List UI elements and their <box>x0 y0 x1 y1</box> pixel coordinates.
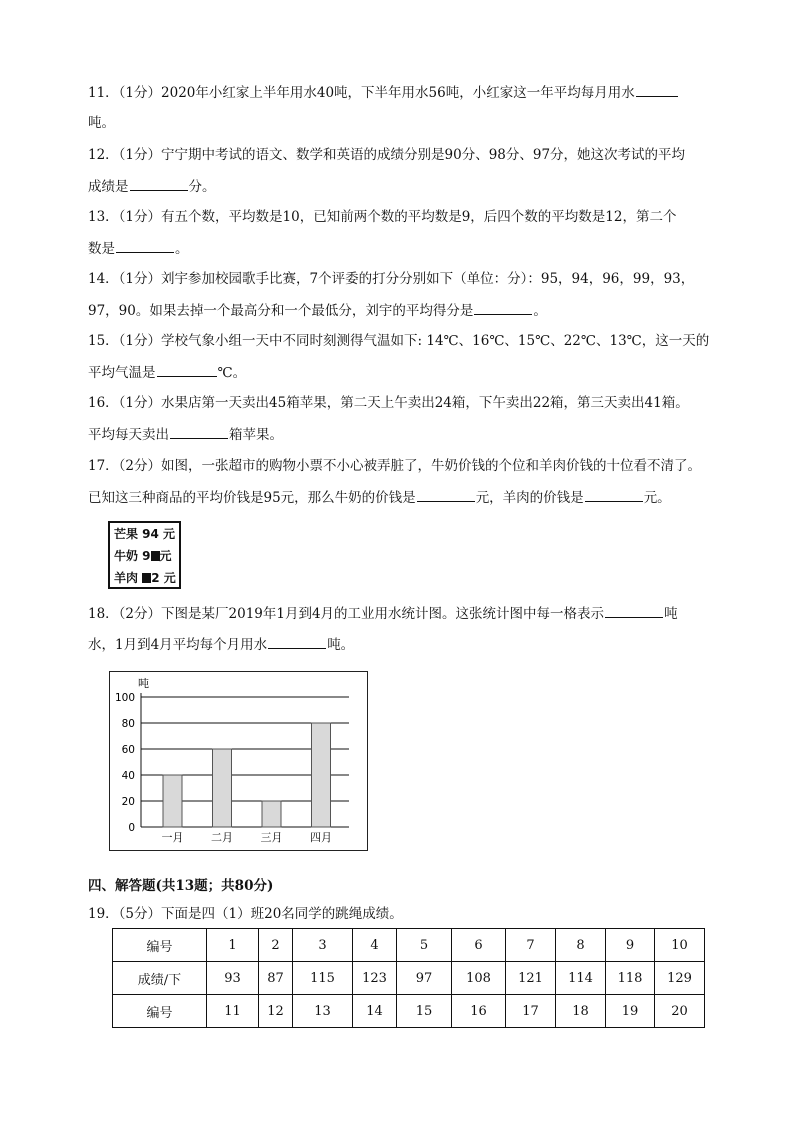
q17-mutton-blank[interactable] <box>585 487 643 502</box>
y-tick-label: 60 <box>121 744 135 756</box>
q14-answer-blank[interactable] <box>474 300 532 315</box>
table-row <box>113 995 705 1028</box>
receipt-image <box>108 521 181 589</box>
q13-end: 。 <box>175 241 189 257</box>
receipt-row-milk <box>114 547 172 564</box>
table-cell: 10 <box>655 929 705 962</box>
q18-text2: 水，1月到4月平均每个月用水 <box>88 637 268 653</box>
q16-answer-blank[interactable] <box>170 424 228 439</box>
q18-text: 18．（2分）下图是某厂2019年1月到4月的工业用水统计图。这张统计图中每一格表示 <box>88 606 605 622</box>
x-tick-label: 二月 <box>211 831 233 844</box>
table-cell: 3 <box>293 929 353 962</box>
x-tick-label: 四月 <box>310 831 332 844</box>
q15-line2 <box>88 362 246 383</box>
q15-line1: 15．（1分）学校气象小组一天中不同时刻测得气温如下: 14℃、16℃、15℃、22℃、13℃，这一天的 <box>88 333 710 349</box>
table-cell: 2 <box>259 929 293 962</box>
table-cell: 15 <box>397 995 452 1028</box>
table-cell: 1 <box>207 929 259 962</box>
table-cell: 108 <box>452 962 506 995</box>
q12-line1: 12．（1分）宁宁期中考试的语文、数学和英语的成绩分别是90分、98分、97分，她这次考试的平均 <box>88 147 686 163</box>
jump-rope-table <box>112 928 705 1028</box>
table-row-header: 编号 <box>113 929 207 962</box>
q15-answer-blank[interactable] <box>157 362 217 377</box>
q14-line1: 14．（1分）刘宇参加校园歌手比赛，7个评委的打分分别如下（单位：分）：95，94，96，99，93， <box>88 271 695 287</box>
table-cell: 6 <box>452 929 506 962</box>
table-cell: 115 <box>293 962 353 995</box>
receipt-milk-unit: 元 <box>159 549 172 563</box>
table-cell: 87 <box>259 962 293 995</box>
receipt-mutton-unit: 2 元 <box>151 571 176 585</box>
y-tick-label: 40 <box>121 770 135 782</box>
q15-unit: ℃。 <box>217 365 247 381</box>
y-tick-label: 80 <box>121 718 135 730</box>
table-cell: 123 <box>353 962 397 995</box>
table-cell: 118 <box>606 962 655 995</box>
q12-unit: 分。 <box>188 179 216 195</box>
receipt-mutton-label: 羊肉 <box>114 571 143 585</box>
q16-line1: 16．（1分）水果店第一天卖出45箱苹果，第二天上午卖出24箱，下午卖出22箱，第三天卖出41箱。 <box>88 395 689 411</box>
bar <box>163 775 182 827</box>
y-tick-label: 0 <box>128 822 135 834</box>
q11-answer-blank[interactable] <box>636 82 678 97</box>
q18-unit2: 吨。 <box>327 637 355 653</box>
table-cell: 4 <box>353 929 397 962</box>
q13-text: 数是 <box>88 241 115 257</box>
q13-line2 <box>88 238 189 259</box>
table-cell: 7 <box>506 929 556 962</box>
table-cell: 20 <box>655 995 705 1028</box>
table-row-header: 编号 <box>113 995 207 1028</box>
q11-line1 <box>88 82 679 103</box>
q14-text: 97，90。如果去掉一个最高分和一个最低分，刘宇的平均得分是 <box>88 303 474 319</box>
q17-text-mid: 元，羊肉的价钱是 <box>475 490 584 506</box>
table-cell: 12 <box>259 995 293 1028</box>
table-cell: 93 <box>207 962 259 995</box>
q17-text: 已知这三种商品的平均价钱是95元，那么牛奶的价钱是 <box>88 490 416 506</box>
table-row-header: 成绩/下 <box>113 962 207 995</box>
q14-end: 。 <box>533 303 547 319</box>
table-cell: 19 <box>606 995 655 1028</box>
table-cell: 8 <box>556 929 606 962</box>
y-axis-label: 吨 <box>138 677 149 690</box>
q18-line1 <box>88 603 678 624</box>
q11-line2: 吨。 <box>88 115 115 131</box>
table-cell: 129 <box>655 962 705 995</box>
q17-unit: 元。 <box>643 490 671 506</box>
y-tick-label: 100 <box>114 692 135 704</box>
q18-unit1: 吨 <box>664 606 678 622</box>
q13-answer-blank[interactable] <box>116 238 174 253</box>
y-tick-label: 20 <box>121 796 135 808</box>
q13-line1: 13．（1分）有五个数，平均数是10，已知前两个数的平均数是9，后四个数的平均数是12，第二个 <box>88 209 677 225</box>
q17-milk-blank[interactable] <box>417 487 475 502</box>
receipt-row-mango: 芒果 94 元 <box>114 527 176 541</box>
chart-svg <box>110 672 367 850</box>
q17-line1: 17．（2分）如图，一张超市的购物小票不小心被弄脏了，牛奶价钱的个位和羊肉价钱的十位看不清了。 <box>88 458 702 474</box>
table-cell: 16 <box>452 995 506 1028</box>
table-cell: 13 <box>293 995 353 1028</box>
x-tick-label: 三月 <box>260 831 283 844</box>
table-cell: 9 <box>606 929 655 962</box>
q19-text: 19．（5分）下面是四（1）班20名同学的跳绳成绩。 <box>88 906 403 922</box>
table-body <box>113 929 705 1028</box>
table-cell: 18 <box>556 995 606 1028</box>
bar <box>262 801 281 827</box>
q14-line2 <box>88 300 547 321</box>
q16-unit: 箱苹果。 <box>229 427 283 443</box>
section4-title: 四、解答题(共13题；共80分) <box>88 878 274 894</box>
table-cell: 121 <box>506 962 556 995</box>
q18-line2 <box>88 634 354 655</box>
table-cell: 97 <box>397 962 452 995</box>
receipt-milk-label: 牛奶 9 <box>114 549 151 563</box>
smudge-square <box>151 551 160 561</box>
q12-answer-blank[interactable] <box>130 176 188 191</box>
table-row <box>113 962 705 995</box>
table-row <box>113 929 705 962</box>
table-cell: 17 <box>506 995 556 1028</box>
bar <box>312 723 331 827</box>
table-cell: 14 <box>353 995 397 1028</box>
x-tick-label: 一月 <box>161 831 184 844</box>
q11-text: 11．（1分）2020年小红家上半年用水40吨，下半年用水56吨，小红家这一年平均每月用水 <box>88 85 635 101</box>
table-cell: 114 <box>556 962 606 995</box>
q16-line2 <box>88 424 283 445</box>
q18-average-blank[interactable] <box>268 634 326 649</box>
water-usage-chart <box>109 671 368 851</box>
table-cell: 11 <box>207 995 259 1028</box>
smudge-square <box>142 573 151 583</box>
q12-line2 <box>88 176 216 197</box>
table-cell: 5 <box>397 929 452 962</box>
receipt-row-mutton <box>114 569 176 586</box>
bar <box>213 749 232 827</box>
q16-text: 平均每天卖出 <box>88 427 169 443</box>
q12-text: 成绩是 <box>88 179 129 195</box>
q18-grid-blank[interactable] <box>605 603 663 618</box>
q17-line2 <box>88 487 671 508</box>
q15-text: 平均气温是 <box>88 365 156 381</box>
